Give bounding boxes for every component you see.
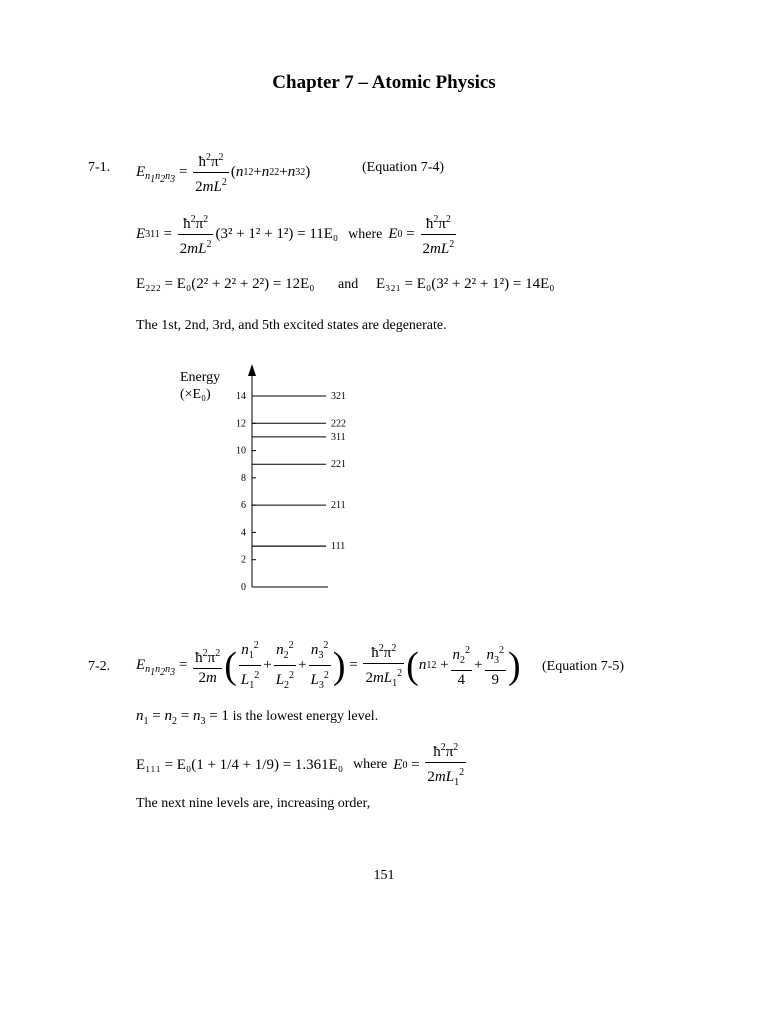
where-label: where: [348, 226, 383, 242]
lowest-level-statement: $n_1 = n_2 = n_3 = 1$ is the lowest energy level.: [136, 708, 379, 727]
and-label: and: [338, 277, 359, 292]
e111-equation: E₁₁₁ = E₀(1 + 1/4 + 1/9) = 1.361E₀ where E 0 = $\frac{ħ^2\pi^2}{2mL_1^2}$: [136, 738, 468, 792]
tick-label: 12: [236, 418, 246, 430]
tick-label: 4: [241, 527, 246, 539]
lowest-level-text: is the lowest energy level.: [232, 709, 379, 724]
e321-equation: E₃₂₁ = E₀(3² + 2² + 1²) = 14E₀: [376, 276, 555, 292]
chapter-title: Chapter 7 – Atomic Physics: [272, 72, 496, 93]
where-label-2: where: [353, 757, 388, 772]
equation-7-4: E $_{n_1 n_2 n_3}$ = $\frac{ħ^2\pi^2}{2mL^2}$ ( n 1 2 + n 2 2 + n 3 2 ): [136, 152, 311, 195]
energy-axis-label: Energy: [180, 370, 221, 385]
tick-label: 2: [241, 554, 246, 566]
level-label-222: 222: [331, 418, 346, 430]
tick-label: 8: [241, 472, 246, 484]
tick-label: 14: [236, 391, 246, 402]
problem-number-7-2: 7-2.: [88, 659, 111, 674]
problem-number-7-1: 7-1.: [88, 160, 111, 175]
e311-tail: (3² + 1² + 1²) = 11E₀: [215, 226, 339, 242]
level-label-321: 321: [331, 391, 346, 402]
equation-7-5: E $_{n_1 n_2 n_3}$ = $\frac{ħ^2\pi^2}{2m}$ ( $\frac{n_1^2}{L_1^2}$ + $\frac{n_2^2}{L_2^2}$ + $\frac{n_3^2}{L_3^2}$ ) = $\frac{ħ^2\pi^2}{2mL_1^2}$ ( n 1 2 + $\frac{n_2^2}{4}$ + $\frac{n_3^2}{9}$ ): [136, 636, 521, 695]
equation-ref-7-5: (Equation 7-5): [542, 659, 625, 674]
next-levels-statement: The next nine levels are, increasing order,: [136, 796, 371, 811]
tick-label: 6: [241, 500, 246, 512]
energy-level-diagram: [230, 360, 370, 600]
tick-label: 10: [236, 445, 246, 457]
level-label-211: 211: [331, 500, 346, 512]
degenerate-statement: The 1st, 2nd, 3rd, and 5th excited states are degenerate.: [136, 318, 447, 333]
tick-label: 0: [241, 582, 246, 593]
e111-text: E₁₁₁ = E₀(1 + 1/4 + 1/9) = 1.361E₀: [136, 756, 344, 773]
axis-arrowhead: [248, 364, 256, 376]
level-label-221: 221: [331, 459, 346, 471]
e222-equation: E₂₂₂ = E₀(2² + 2² + 2²) = 12E₀: [136, 276, 315, 292]
level-label-311: 311: [331, 431, 346, 443]
e311-equation: E 311 = $\frac{ħ^2\pi^2}{2mL^2}$ (3² + 1² + 1²) = 11E₀ where E 0 = $\frac{ħ^2\pi^2}{2mL^2}$: [136, 214, 455, 257]
equation-ref-7-4: (Equation 7-4): [362, 160, 445, 175]
page-number: 151: [373, 868, 395, 883]
level-label-111: 111: [331, 541, 346, 553]
energy-axis-unit: (×E₀): [180, 387, 211, 402]
